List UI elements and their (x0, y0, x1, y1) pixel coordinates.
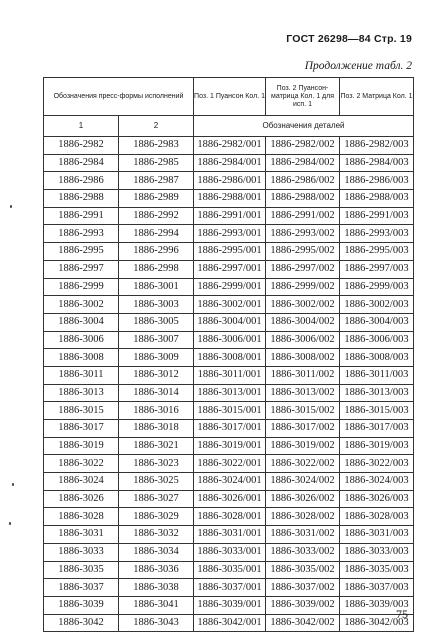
table-cell: 1886-3011 (44, 366, 119, 384)
table-cell: 1886-3004 (44, 313, 119, 331)
table-cell: 1886-3022 (44, 455, 119, 473)
table-cell: 1886-2997 (44, 260, 119, 278)
table-row (44, 243, 414, 261)
table-row (44, 154, 414, 172)
table-cell: 1886-3022/002 (266, 455, 340, 473)
table-cell: 1886-2991 (44, 207, 119, 225)
table-cell: 1886-3001 (119, 278, 194, 296)
table-cell: 1886-3026/002 (266, 490, 340, 508)
table-cell: 1886-3017/001 (194, 420, 266, 438)
table-cell: 1886-3015/003 (340, 402, 414, 420)
table-cell: 1886-3033/003 (340, 543, 414, 561)
table-cell: 1886-2991/001 (194, 207, 266, 225)
table-cell: 1886-2996 (119, 243, 194, 261)
table-cell: 1886-3019/001 (194, 437, 266, 455)
table-cell: 1886-2984/001 (194, 154, 266, 172)
table-cell: 1886-3036 (119, 561, 194, 579)
table-body (44, 137, 414, 632)
table-cell: 1886-2997/001 (194, 260, 266, 278)
table-row (44, 614, 414, 632)
table-cell: 1886-2999/002 (266, 278, 340, 296)
table-cell: 1886-2993 (44, 225, 119, 243)
table-cell: 1886-3011/003 (340, 366, 414, 384)
table-cell: 1886-3026 (44, 490, 119, 508)
table-cell: 1886-3006/002 (266, 331, 340, 349)
table-cell: 1886-3026/003 (340, 490, 414, 508)
table-cell: 1886-3008/003 (340, 349, 414, 367)
table-row (44, 596, 414, 614)
parts-table (43, 77, 414, 632)
table-cell: 1886-3008/002 (266, 349, 340, 367)
header-pos2-punch-die: Поз. 2 Пуансон-матрица Кол. 1 для исп. 1 (266, 78, 340, 116)
table-cell: 1886-2984/003 (340, 154, 414, 172)
table-cell: 1886-3042/003 (340, 614, 414, 632)
table-cell: 1886-3014 (119, 384, 194, 402)
table-row (44, 137, 414, 155)
table-cell: 1886-3013 (44, 384, 119, 402)
table-cell: 1886-3013/003 (340, 384, 414, 402)
table-cell: 1886-3032 (119, 526, 194, 544)
table-cell: 1886-3042/001 (194, 614, 266, 632)
table-row (44, 543, 414, 561)
page-number: 75 (396, 607, 408, 621)
table-cell: 1886-3006/003 (340, 331, 414, 349)
table-row (44, 260, 414, 278)
table-cell: 1886-3042/002 (266, 614, 340, 632)
table-cell: 1886-3006 (44, 331, 119, 349)
table-cell: 1886-2997/003 (340, 260, 414, 278)
table-cell: 1886-3015/001 (194, 402, 266, 420)
table-cell: 1886-3039 (44, 596, 119, 614)
table-cell: 1886-2988/001 (194, 190, 266, 208)
table-cell: 1886-2993/001 (194, 225, 266, 243)
table-row (44, 473, 414, 491)
table-cell: 1886-3028/001 (194, 508, 266, 526)
table-cell: 1886-3004/001 (194, 313, 266, 331)
table-cell: 1886-3015/002 (266, 402, 340, 420)
table-cell: 1886-3003 (119, 296, 194, 314)
table-row (44, 190, 414, 208)
header-mold-designations: Обозначения пресс-формы исполнений (44, 78, 194, 116)
table-cell: 1886-3004/002 (266, 313, 340, 331)
header-part-designations: Обозначения деталей (194, 116, 414, 137)
header-col-2: 2 (119, 116, 194, 137)
table-row (44, 526, 414, 544)
table-cell: 1886-3029 (119, 508, 194, 526)
table-cell: 1886-3039/002 (266, 596, 340, 614)
table-cell: 1886-3011/002 (266, 366, 340, 384)
table-cell: 1886-3008 (44, 349, 119, 367)
table-cell: 1886-3034 (119, 543, 194, 561)
table-cell: 1886-2988 (44, 190, 119, 208)
table-cell: 1886-3031/001 (194, 526, 266, 544)
table-cell: 1886-3002 (44, 296, 119, 314)
table-row (44, 437, 414, 455)
table-cell: 1886-3013/001 (194, 384, 266, 402)
table-row (44, 366, 414, 384)
table-cell: 1886-2989 (119, 190, 194, 208)
header-pos2-die: Поз. 2 Матрица Кол. 1 (340, 78, 414, 116)
table-cell: 1886-3026/001 (194, 490, 266, 508)
table-cell: 1886-3008/001 (194, 349, 266, 367)
table-cell: 1886-2986/001 (194, 172, 266, 190)
table-cell: 1886-2995/003 (340, 243, 414, 261)
table-row (44, 172, 414, 190)
header-col-1: 1 (44, 116, 119, 137)
table-cell: 1886-2992 (119, 207, 194, 225)
table-cell: 1886-2987 (119, 172, 194, 190)
table-cell: 1886-3019 (44, 437, 119, 455)
table-cell: 1886-3035 (44, 561, 119, 579)
table-row (44, 225, 414, 243)
table-cell: 1886-3035/002 (266, 561, 340, 579)
table-cell: 1886-3027 (119, 490, 194, 508)
table-cell: 1886-2999/001 (194, 278, 266, 296)
table-row (44, 561, 414, 579)
table-cell: 1886-2997/002 (266, 260, 340, 278)
table-cell: 1886-3013/002 (266, 384, 340, 402)
table-row (44, 490, 414, 508)
table-cell: 1886-2988/002 (266, 190, 340, 208)
table-cell: 1886-3023 (119, 455, 194, 473)
table-cell: 1886-3007 (119, 331, 194, 349)
table-cell: 1886-3035/003 (340, 561, 414, 579)
table-cell: 1886-3024/002 (266, 473, 340, 491)
table-cell: 1886-3042 (44, 614, 119, 632)
table-cell: 1886-3011/001 (194, 366, 266, 384)
table-cell: 1886-2995/002 (266, 243, 340, 261)
table-cell: 1886-2986/003 (340, 172, 414, 190)
table-continuation-label: Продолжение табл. 2 (304, 60, 412, 72)
table-cell: 1886-3021 (119, 437, 194, 455)
table-row (44, 402, 414, 420)
table-cell: 1886-2983 (119, 137, 194, 155)
table-cell: 1886-2995 (44, 243, 119, 261)
table-cell: 1886-2991/002 (266, 207, 340, 225)
table-cell: 1886-3033/002 (266, 543, 340, 561)
standard-header: ГОСТ 26298—84 Стр. 19 (286, 33, 412, 45)
table-cell: 1886-3019/002 (266, 437, 340, 455)
scan-speck (12, 483, 14, 486)
table-row (44, 296, 414, 314)
table-row (44, 455, 414, 473)
table-cell: 1886-2982/002 (266, 137, 340, 155)
table-cell: 1886-2993/002 (266, 225, 340, 243)
table-cell: 1886-3017/002 (266, 420, 340, 438)
table-cell: 1886-2982 (44, 137, 119, 155)
table-row (44, 508, 414, 526)
table-cell: 1886-3024/001 (194, 473, 266, 491)
table-row (44, 313, 414, 331)
table-cell: 1886-3037 (44, 579, 119, 597)
table-cell: 1886-3037/003 (340, 579, 414, 597)
table-cell: 1886-2986 (44, 172, 119, 190)
table-row (44, 420, 414, 438)
table-cell: 1886-2995/001 (194, 243, 266, 261)
table-cell: 1886-3038 (119, 579, 194, 597)
table-cell: 1886-2984 (44, 154, 119, 172)
table-cell: 1886-3037/001 (194, 579, 266, 597)
table-row (44, 579, 414, 597)
table-cell: 1886-2999 (44, 278, 119, 296)
table-cell: 1886-3017 (44, 420, 119, 438)
table-cell: 1886-3024 (44, 473, 119, 491)
table-cell: 1886-3004/003 (340, 313, 414, 331)
table-row (44, 278, 414, 296)
table-cell: 1886-3039/003 (340, 596, 414, 614)
table-cell: 1886-3002/001 (194, 296, 266, 314)
table-cell: 1886-3016 (119, 402, 194, 420)
scan-speck (10, 205, 12, 208)
table-cell: 1886-3017/003 (340, 420, 414, 438)
table-cell: 1886-3033 (44, 543, 119, 561)
table-subheader-row (44, 116, 414, 137)
table-cell: 1886-3028/002 (266, 508, 340, 526)
table-cell: 1886-3012 (119, 366, 194, 384)
table-cell: 1886-3031/003 (340, 526, 414, 544)
table-cell: 1886-3025 (119, 473, 194, 491)
table-cell: 1886-2998 (119, 260, 194, 278)
table-cell: 1886-3019/003 (340, 437, 414, 455)
table-cell: 1886-3033/001 (194, 543, 266, 561)
table-cell: 1886-2988/003 (340, 190, 414, 208)
scan-speck (9, 522, 11, 525)
table-cell: 1886-3043 (119, 614, 194, 632)
table-cell: 1886-3039/001 (194, 596, 266, 614)
table-cell: 1886-3018 (119, 420, 194, 438)
table-cell: 1886-3031 (44, 526, 119, 544)
table-cell: 1886-3022/001 (194, 455, 266, 473)
table-cell: 1886-3031/002 (266, 526, 340, 544)
table-cell: 1886-3028/003 (340, 508, 414, 526)
table-cell: 1886-3002/002 (266, 296, 340, 314)
table-row (44, 384, 414, 402)
header-pos1: Поз. 1 Пуансон Кол. 1 (194, 78, 266, 116)
table-cell: 1886-2991/003 (340, 207, 414, 225)
table-cell: 1886-2994 (119, 225, 194, 243)
table-cell: 1886-3009 (119, 349, 194, 367)
table-cell: 1886-3002/003 (340, 296, 414, 314)
table-cell: 1886-2999/003 (340, 278, 414, 296)
table-row (44, 349, 414, 367)
table-cell: 1886-2985 (119, 154, 194, 172)
table-cell: 1886-2982/001 (194, 137, 266, 155)
table-cell: 1886-3006/001 (194, 331, 266, 349)
table-row (44, 207, 414, 225)
table-row (44, 331, 414, 349)
table-cell: 1886-2986/002 (266, 172, 340, 190)
table-cell: 1886-2982/003 (340, 137, 414, 155)
table-header-row (44, 78, 414, 116)
table-cell: 1886-2993/003 (340, 225, 414, 243)
table-cell: 1886-2984/002 (266, 154, 340, 172)
table-cell: 1886-3028 (44, 508, 119, 526)
table-cell: 1886-3005 (119, 313, 194, 331)
table-cell: 1886-3022/003 (340, 455, 414, 473)
table-cell: 1886-3041 (119, 596, 194, 614)
table-cell: 1886-3035/001 (194, 561, 266, 579)
table-cell: 1886-3015 (44, 402, 119, 420)
table-cell: 1886-3024/003 (340, 473, 414, 491)
table-cell: 1886-3037/002 (266, 579, 340, 597)
